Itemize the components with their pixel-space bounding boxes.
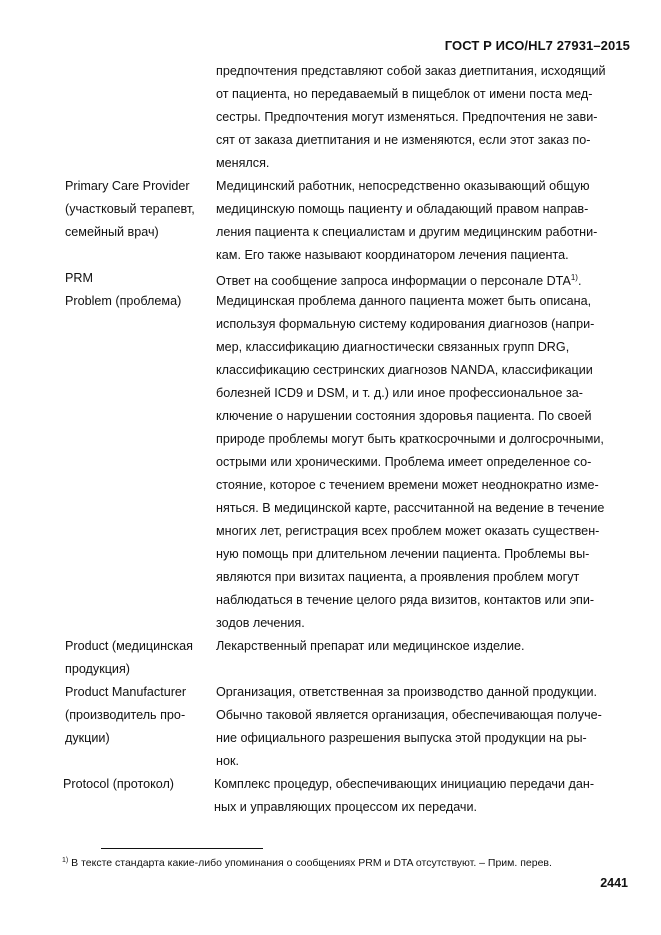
definition-line: ключение о нарушении состояния здоровья пациента. По своей bbox=[216, 409, 592, 423]
term-product: Product (медицинская bbox=[65, 639, 193, 653]
footnote bbox=[62, 857, 552, 869]
prev-def-line: менялся. bbox=[216, 156, 270, 170]
term-problem: Problem (проблема) bbox=[65, 294, 182, 308]
footnote-text: В тексте стандарта какие-либо упоминания о сообщениях PRM и DTA отсутствуют. – Прим. перев. bbox=[68, 857, 552, 869]
definition-line: Организация, ответственная за производство данной продукции. bbox=[216, 685, 598, 699]
term-protocol: Protocol (протокол) bbox=[63, 777, 174, 791]
definition-line: мер, классификацию диагностически связанных групп DRG, bbox=[216, 340, 570, 354]
definition-line: наблюдаться в течение целого ряда визитов, контактов или эпи- bbox=[216, 593, 595, 607]
term-prm: PRM bbox=[65, 271, 93, 285]
term-product-manufacturer: Product Manufacturer bbox=[65, 685, 187, 699]
definition-line: ных и управляющих процессом их передачи. bbox=[214, 800, 478, 814]
footnote-reference: 1) bbox=[570, 273, 578, 282]
definition-line bbox=[216, 270, 581, 289]
footnote-divider bbox=[101, 848, 263, 849]
definition-text: Ответ на сообщение запроса информации о персонале DTA bbox=[216, 274, 571, 288]
definition-line: многих лет, регистрация всех проблем может оказать существен- bbox=[216, 524, 600, 538]
definition-line: Комплекс процедур, обеспечивающих инициацию передачи дан- bbox=[214, 777, 595, 791]
prev-def-line: сят от заказа диетпитания и не изменяются, если этот заказ по- bbox=[216, 133, 591, 147]
prev-def-line: от пациента, но передаваемый в пищеблок от имени поста мед- bbox=[216, 87, 593, 101]
definition-line: зодов лечения. bbox=[216, 616, 305, 630]
term-primary-care-provider: семейный врач) bbox=[65, 225, 159, 239]
definition-line: ления пациента к специалистам и другим медицинским работни- bbox=[216, 225, 598, 239]
definition-line: являются при визитах пациента, а проявления проблем могут bbox=[216, 570, 580, 584]
definition-line: Обычно таковой является организация, обеспечивающая получе- bbox=[216, 708, 602, 722]
page-number: 2441 bbox=[600, 876, 628, 890]
prev-def-line: сестры. Предпочтения могут изменяться. Предпочтения не зави- bbox=[216, 110, 598, 124]
definition-line: ную помощь при длительном лечении пациента. Проблемы вы- bbox=[216, 547, 590, 561]
term-product-manufacturer: дукции) bbox=[65, 731, 110, 745]
definition-line: Медицинский работник, непосредственно оказывающий общую bbox=[216, 179, 590, 193]
term-product: продукция) bbox=[65, 662, 130, 676]
definition-line: стояние, которое с течением времени может неоднократно изме- bbox=[216, 478, 599, 492]
definition-line: кам. Его также называют координатором лечения пациента. bbox=[216, 248, 569, 262]
term-primary-care-provider: Primary Care Provider bbox=[65, 179, 190, 193]
document-header: ГОСТ Р ИСО/HL7 27931–2015 bbox=[444, 38, 630, 53]
prev-def-line: предпочтения представляют собой заказ диетпитания, исходящий bbox=[216, 64, 606, 78]
term-primary-care-provider: (участковый терапевт, bbox=[65, 202, 195, 216]
definition-line: Медицинская проблема данного пациента может быть описана, bbox=[216, 294, 592, 308]
definition-line: болезней ICD9 и DSM, и т. д.) или иное профессиональное за- bbox=[216, 386, 583, 400]
definition-line: острыми или хроническими. Проблема имеет определенное со- bbox=[216, 455, 592, 469]
definition-line: классификацию сестринских диагнозов NANDA, классификации bbox=[216, 363, 593, 377]
definition-line: медицинскую помощь пациенту и обладающий правом направ- bbox=[216, 202, 589, 216]
definition-line: ние официального разрешения выпуска этой продукции на ры- bbox=[216, 731, 587, 745]
definition-line: няться. В медицинской карте, рассчитанной на ведение в течение bbox=[216, 501, 605, 515]
definition-line: природе проблемы могут быть краткосрочными и долгосрочными, bbox=[216, 432, 604, 446]
definition-line: Лекарственный препарат или медицинское изделие. bbox=[216, 639, 525, 653]
definition-end: . bbox=[577, 274, 582, 288]
term-product-manufacturer: (производитель про- bbox=[65, 708, 186, 722]
definition-line: используя формальную систему кодирования диагнозов (напри- bbox=[216, 317, 595, 331]
footnote-marker: 1) bbox=[62, 857, 69, 864]
definition-line: нок. bbox=[216, 754, 239, 768]
